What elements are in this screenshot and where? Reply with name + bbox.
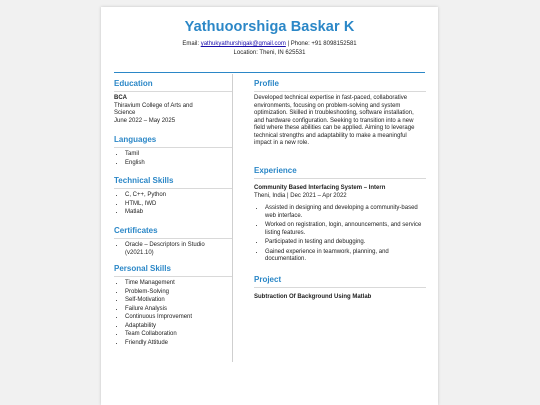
list-item: • C, C++, Python (125, 192, 232, 200)
education-section (114, 79, 232, 125)
list-item: • Gained experience in teamwork, planning, and documentation. (265, 249, 426, 264)
project-title: Project (254, 275, 426, 288)
email-label: Email: (182, 41, 200, 47)
resume-header (101, 7, 438, 57)
education-dates: June 2022 – May 2025 (114, 117, 176, 124)
education-school: Thiravium College of Arts and Science (114, 102, 193, 116)
certificates-list (114, 242, 232, 257)
phone-text: | Phone: +91 8098152581 (287, 41, 357, 47)
profile-title: Profile (254, 79, 426, 92)
list-item: • Failure Analysis (125, 306, 232, 314)
certificates-title: Certificates (114, 226, 232, 239)
personal-skills-section (114, 264, 232, 348)
profile-section (254, 79, 426, 148)
list-item: • Continuous Improvement (125, 314, 232, 322)
personal-skills-list (114, 280, 232, 347)
technical-skills-list (114, 192, 232, 217)
list-item: • Problem-Solving (125, 289, 232, 297)
experience-meta: Theni, India | Dec 2021 – Apr 2022 (254, 192, 347, 199)
personal-skills-title: Personal Skills (114, 264, 232, 277)
profile-text: Developed technical expertise in fast-paced, collaborative environments, focusing on problem-solving and system optimization. Skilled in troubleshooting, software installation, and hardware configuration. Seeking to transition into a new field where these abilities can be applied. Aiming to leverage technical strengths and adaptability to make a meaningful impact in a new role. (254, 95, 415, 146)
education-title: Education (114, 79, 232, 92)
resume-page (101, 7, 438, 405)
email-link[interactable]: yathukyathurshigak@gmail.com (200, 41, 286, 47)
list-item: • Friendly Attitude (125, 340, 232, 348)
list-item: • Team Collaboration (125, 331, 232, 339)
left-column (114, 74, 233, 362)
experience-title: Experience (254, 166, 426, 179)
candidate-name: Yathuoorshiga Baskar K (184, 19, 355, 35)
project-name: Subtraction Of Background Using Matlab (254, 294, 372, 300)
project-section (254, 275, 426, 302)
experience-role: Community Based Interfacing System – Intern (254, 185, 386, 191)
list-item: • HTML, IWD (125, 201, 232, 209)
languages-title: Languages (114, 135, 232, 148)
list-item: • Matlab (125, 209, 232, 217)
list-item: • Tamil (125, 151, 232, 159)
certificates-section (114, 226, 232, 258)
header-divider (114, 72, 425, 73)
list-item: • Adaptability (125, 323, 232, 331)
list-item: • Self-Motivation (125, 297, 232, 305)
languages-list (114, 151, 232, 167)
contact-line (101, 40, 438, 49)
list-item: • Oracle – Descriptors in Studio (v2021.10) (125, 242, 221, 257)
technical-skills-title: Technical Skills (114, 176, 232, 189)
technical-skills-section (114, 176, 232, 218)
experience-section (254, 166, 426, 265)
education-degree: BCA (114, 95, 127, 101)
list-item: • Assisted in designing and developing a community-based web interface. (265, 205, 426, 220)
experience-list (254, 205, 426, 264)
languages-section (114, 135, 232, 168)
list-item: • Worked on registration, login, announcements, and service listing features. (265, 222, 426, 237)
location-line: Location: Theni, IN 625531 (233, 49, 306, 56)
list-item: • Participated in testing and debugging. (265, 239, 426, 247)
list-item: • English (125, 160, 232, 168)
list-item: • Time Management (125, 280, 232, 288)
